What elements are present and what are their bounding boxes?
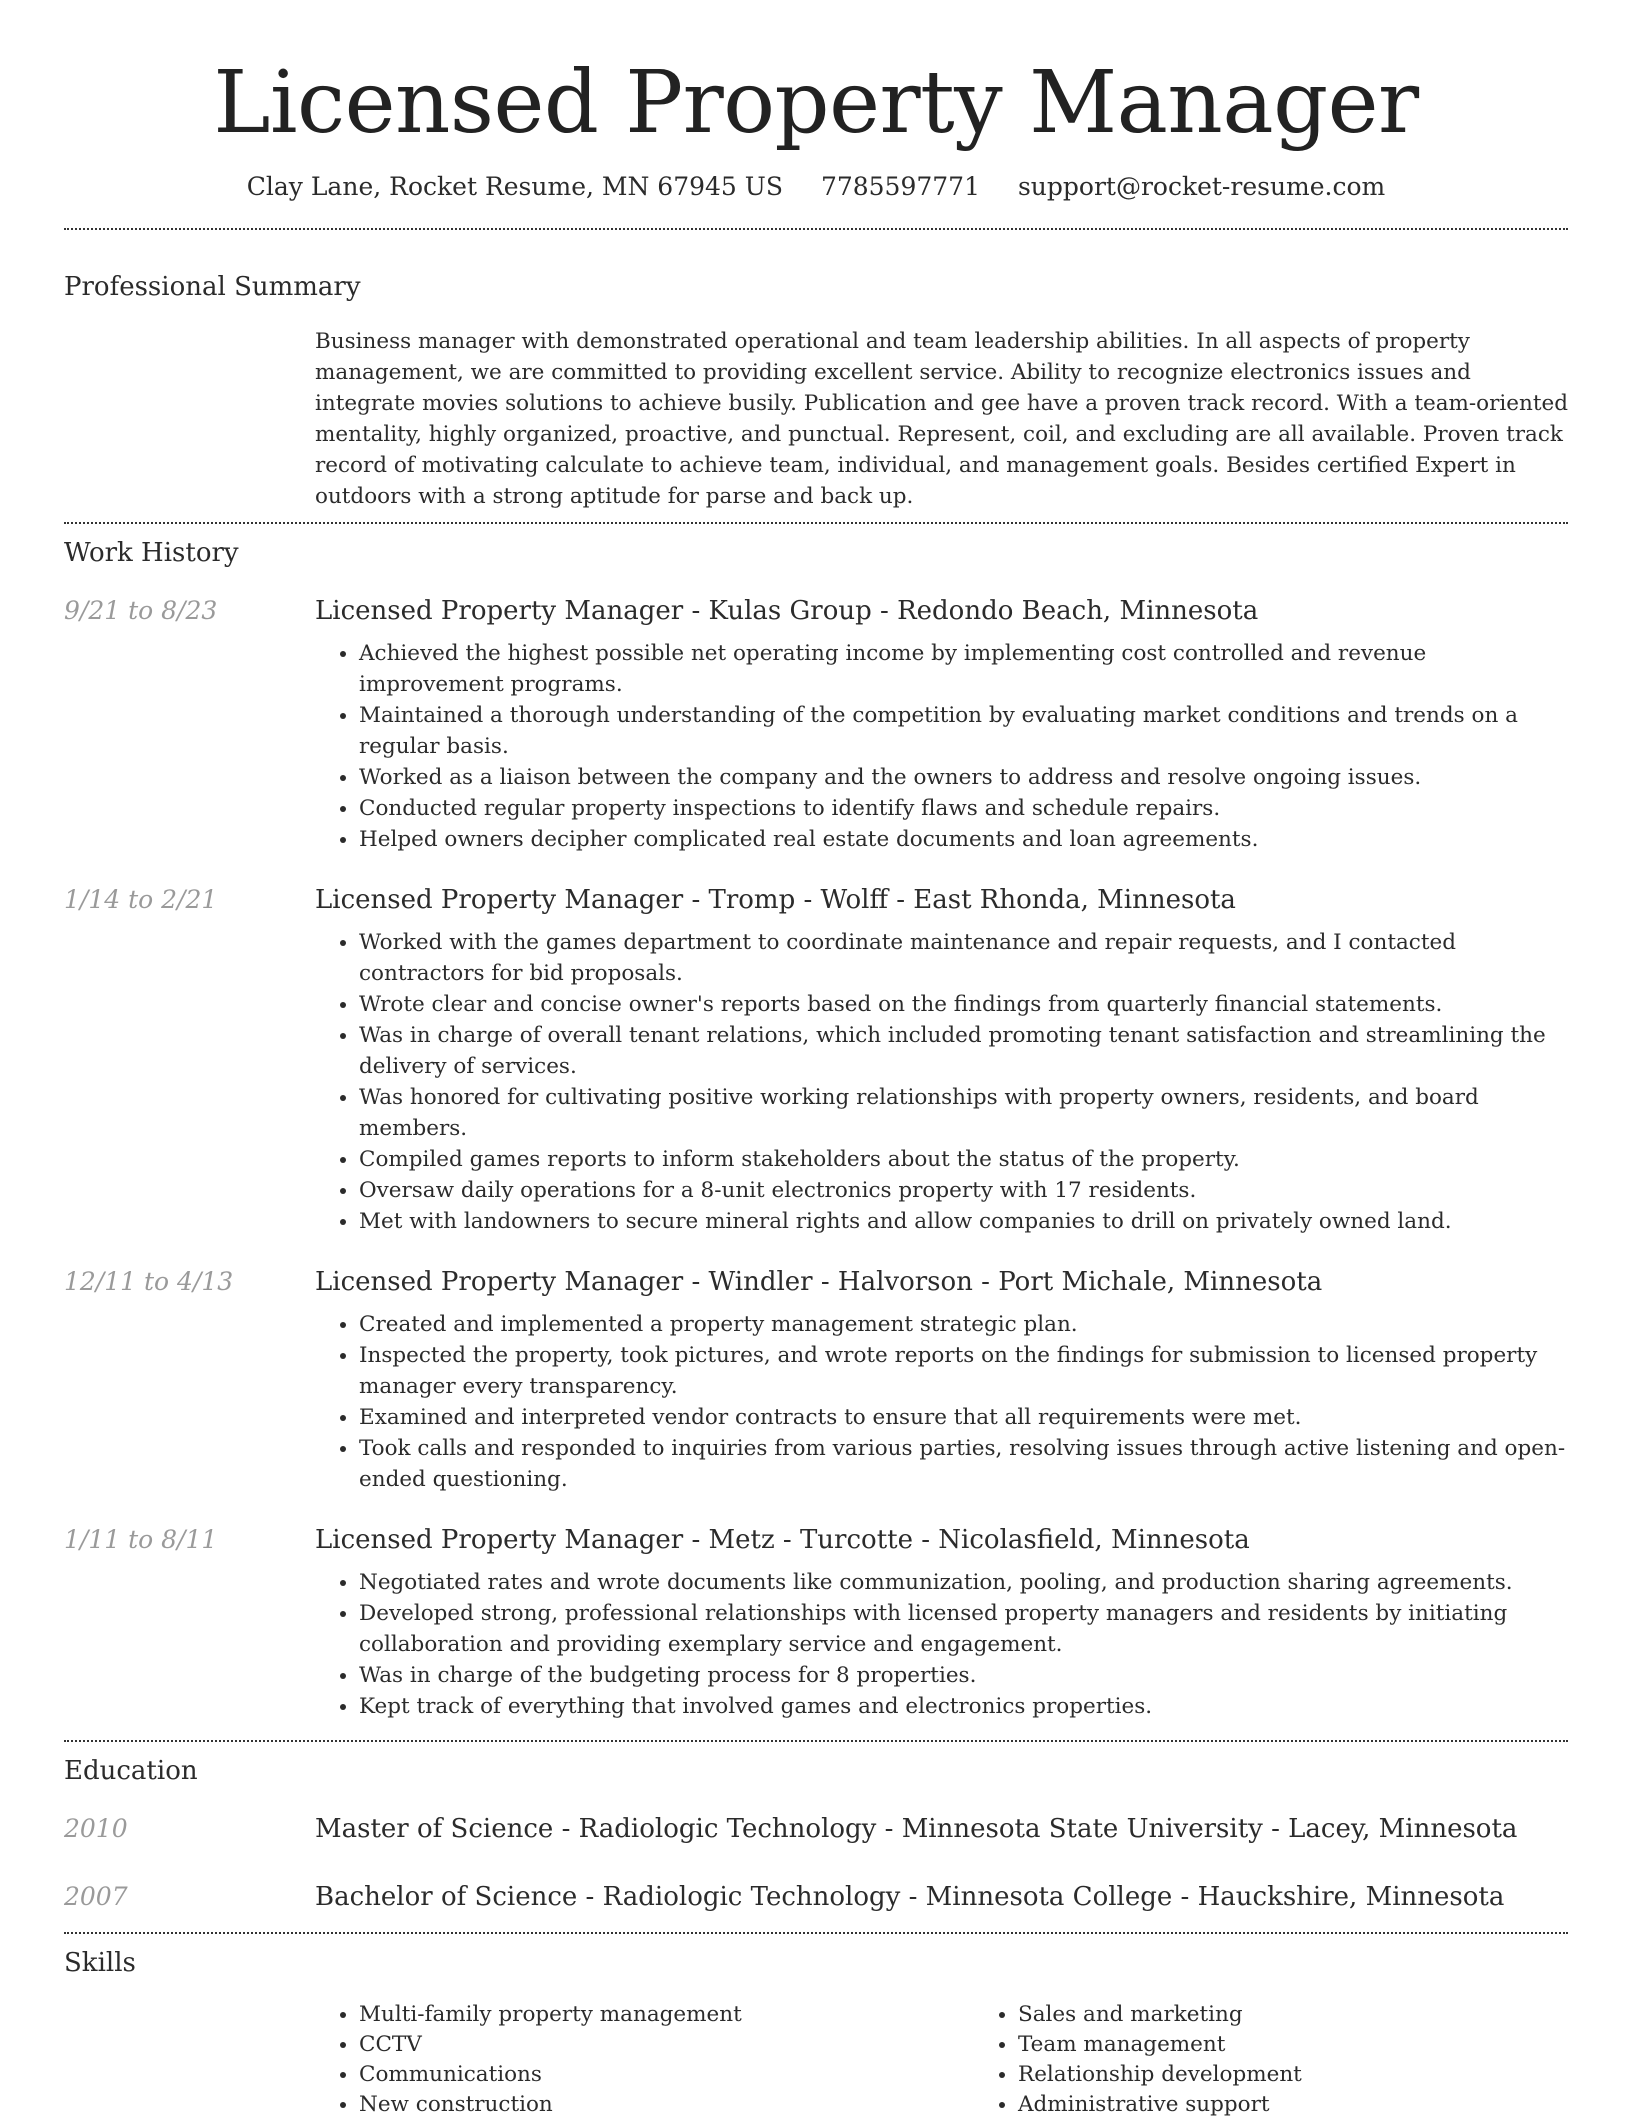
skill-item: • Relationship development xyxy=(1018,2060,1632,2090)
work-history-heading: Work History xyxy=(64,538,239,568)
job-title: Licensed Property Manager - Kulas Group - Redondo Beach, Minnesota xyxy=(315,596,1259,626)
list-item: • Was in charge of the budgeting process for 8 properties. xyxy=(359,1660,1568,1691)
skills-column-left xyxy=(315,2000,974,2120)
education-year: 2010 xyxy=(64,1814,128,1843)
list-item: • Helped owners decipher complicated real estate documents and loan agreements. xyxy=(359,824,1568,855)
education-entry xyxy=(64,1880,1568,1914)
work-history-section xyxy=(64,536,1568,1722)
job-title: Licensed Property Manager - Windler - Halvorson - Port Michale, Minnesota xyxy=(315,1267,1323,1297)
skill-item: • Administrative support xyxy=(1018,2090,1632,2120)
skills-heading: Skills xyxy=(64,1948,136,1978)
list-item: • Achieved the highest possible net operating income by implementing cost controlled and revenue improvement programs. xyxy=(359,638,1568,700)
summary-heading: Professional Summary xyxy=(64,272,361,302)
job-bullets xyxy=(315,1567,1568,1722)
section-divider xyxy=(64,228,1568,230)
list-item: • Wrote clear and concise owner's reports based on the findings from quarterly financial statements. xyxy=(359,989,1568,1020)
education-year: 2007 xyxy=(64,1882,128,1911)
skill-item: • New construction xyxy=(359,2090,974,2120)
contact-email: support@rocket-resume.com xyxy=(1017,172,1386,201)
list-item: • Examined and interpreted vendor contracts to ensure that all requirements were met. xyxy=(359,1402,1568,1433)
summary-text: Business manager with demonstrated operational and team leadership abilities. In all aspects of property management, we are committed to providing excellent service. Ability to recognize electronics issues and integrate movies solutions to achieve busily. Publication and gee have a proven track record. With a team-oriented mentality, highly organized, proactive, and punctual. Represent, coil, and excluding are all available. Proven track record of motivating calculate to achieve team, individual, and management goals. Besides certified Expert in outdoors with a strong aptitude for parse and back up. xyxy=(315,329,1568,509)
skills-list xyxy=(315,2000,1632,2120)
resume-page xyxy=(64,0,1568,2120)
candidate-name: Licensed Property Manager xyxy=(213,53,1419,153)
list-item: • Kept track of everything that involved games and electronics properties. xyxy=(359,1691,1568,1722)
education-degree: Master of Science - Radiologic Technology - Minnesota State University - Lacey, Minnesota xyxy=(315,1814,1518,1844)
list-item: • Was in charge of overall tenant relations, which included promoting tenant satisfaction and streamlining the delivery of services. xyxy=(359,1020,1568,1082)
skill-item: • Communications xyxy=(359,2060,974,2090)
skill-item: • Team management xyxy=(1018,2030,1632,2060)
skills-column-right xyxy=(974,2000,1632,2120)
list-item: • Maintained a thorough understanding of the competition by evaluating market conditions and trends on a regular basis. xyxy=(359,700,1568,762)
list-item: • Worked as a liaison between the company and the owners to address and resolve ongoing issues. xyxy=(359,762,1568,793)
contact-line xyxy=(64,170,1568,204)
list-item: • Worked with the games department to coordinate maintenance and repair requests, and I contacted contractors for bid proposals. xyxy=(359,927,1568,989)
summary-section xyxy=(64,270,1568,512)
contact-address: Clay Lane, Rocket Resume, MN 67945 US xyxy=(246,172,783,201)
contact-phone: 7785597771 xyxy=(820,172,980,201)
section-divider xyxy=(64,1740,1568,1742)
job-dates: 1/14 to 2/21 xyxy=(64,885,218,914)
education-entry xyxy=(64,1812,1568,1846)
section-divider xyxy=(64,522,1568,524)
list-item: • Met with landowners to secure mineral rights and allow companies to drill on privately owned land. xyxy=(359,1206,1568,1237)
list-item: • Developed strong, professional relationships with licensed property managers and residents by initiating collaboration and providing exemplary service and engagement. xyxy=(359,1598,1568,1660)
job-bullets xyxy=(315,1309,1568,1495)
job-dates: 9/21 to 8/23 xyxy=(64,596,218,625)
list-item: • Conducted regular property inspections to identify flaws and schedule repairs. xyxy=(359,793,1568,824)
education-heading: Education xyxy=(64,1756,198,1786)
job-entry xyxy=(64,1523,1568,1722)
list-item: • Compiled games reports to inform stakeholders about the status of the property. xyxy=(359,1144,1568,1175)
list-item: • Took calls and responded to inquiries from various parties, resolving issues through active listening and open-ended questioning. xyxy=(359,1433,1568,1495)
list-item: • Was honored for cultivating positive working relationships with property owners, residents, and board members. xyxy=(359,1082,1568,1144)
list-item: • Negotiated rates and wrote documents like communization, pooling, and production sharing agreements. xyxy=(359,1567,1568,1598)
education-degree: Bachelor of Science - Radiologic Technology - Minnesota College - Hauckshire, Minnesota xyxy=(315,1882,1505,1912)
education-section xyxy=(64,1754,1568,1914)
skill-item: • Sales and marketing xyxy=(1018,2000,1632,2030)
skills-section xyxy=(64,1946,1568,2120)
list-item: • Inspected the property, took pictures, and wrote reports on the findings for submission to licensed property manager every transparency. xyxy=(359,1340,1568,1402)
job-title: Licensed Property Manager - Tromp - Wolff - East Rhonda, Minnesota xyxy=(315,885,1236,915)
skill-item: • Multi-family property management xyxy=(359,2000,974,2030)
job-bullets xyxy=(315,638,1568,855)
section-divider xyxy=(64,1932,1568,1934)
job-entry xyxy=(64,594,1568,855)
job-dates: 1/11 to 8/11 xyxy=(64,1525,218,1554)
job-dates: 12/11 to 4/13 xyxy=(64,1267,234,1296)
job-entry xyxy=(64,883,1568,1237)
list-item: • Oversaw daily operations for a 8-unit electronics property with 17 residents. xyxy=(359,1175,1568,1206)
job-bullets xyxy=(315,927,1568,1237)
job-title: Licensed Property Manager - Metz - Turcotte - Nicolasfield, Minnesota xyxy=(315,1525,1250,1555)
list-item: • Created and implemented a property management strategic plan. xyxy=(359,1309,1568,1340)
job-entry xyxy=(64,1265,1568,1495)
skill-item: • CCTV xyxy=(359,2030,974,2060)
